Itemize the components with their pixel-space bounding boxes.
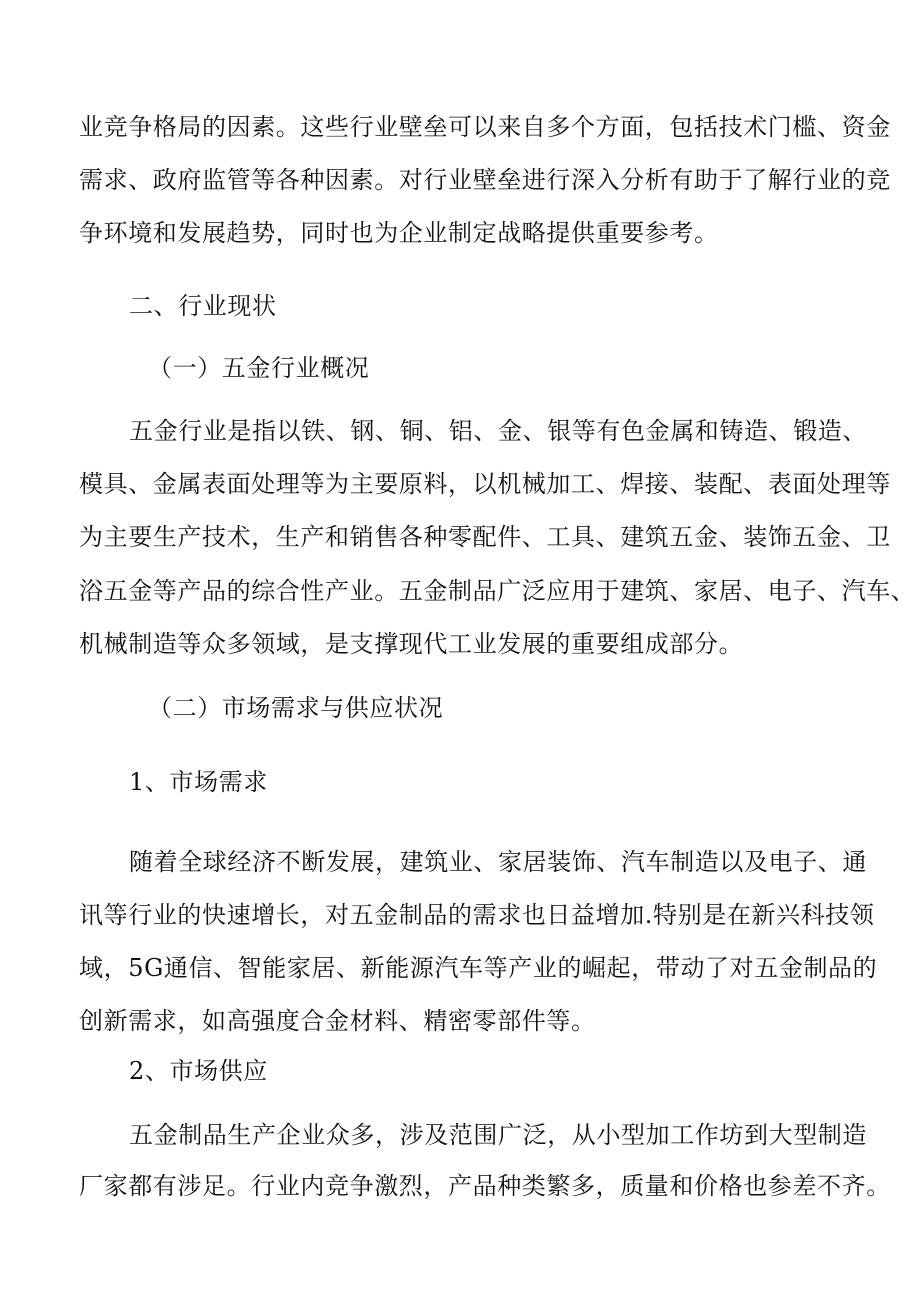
- supply-line-1: 五金制品生产企业众多，涉及范围广泛，从小型加工作坊到大型制造: [129, 1121, 867, 1149]
- demand-line-4: 创新需求，如高强度合金材料、精密零部件等。: [79, 1007, 596, 1035]
- item-heading-demand: 1、市场需求: [129, 768, 268, 796]
- item-heading-supply: 2、市场供应: [129, 1057, 268, 1085]
- overview-line-2: 模具、金属表面处理等为主要原料，以机械加工、焊接、装配、表面处理等: [79, 470, 891, 498]
- overview-line-1: 五金行业是指以铁、钢、铜、铝、金、银等有色金属和铸造、锻造、: [129, 417, 867, 445]
- demand-line-1: 随着全球经济不断发展，建筑业、家居装饰、汽车制造以及电子、通: [129, 848, 867, 876]
- supply-line-2: 厂家都有涉足。行业内竞争激烈，产品种类繁多，质量和价格也参差不齐。: [79, 1172, 891, 1200]
- overview-line-5: 机械制造等众多领域，是支撑现代工业发展的重要组成部分。: [79, 630, 744, 658]
- overview-line-3: 为主要生产技术，生产和销售各种零配件、工具、建筑五金、装饰五金、卫: [79, 523, 891, 551]
- subsection-heading-2: （二）市场需求与供应状况: [148, 694, 444, 722]
- intro-line-3: 争环境和发展趋势，同时也为企业制定战略提供重要参考。: [79, 219, 719, 247]
- intro-line-1: 业竞争格局的因素。这些行业壁垒可以来自多个方面，包括技术门槛、资金: [79, 113, 891, 141]
- overview-line-4: 浴五金等产品的综合性产业。五金制品广泛应用于建筑、家居、电子、汽车、: [79, 577, 916, 605]
- demand-line-2: 讯等行业的快速增长，对五金制品的需求也日益增加.特别是在新兴科技领: [79, 901, 875, 929]
- section-heading: 二、行业现状: [129, 292, 277, 320]
- subsection-heading-1: （一）五金行业概况: [148, 354, 370, 382]
- demand-line-3: 域，5G通信、智能家居、新能源汽车等产业的崛起，带动了对五金制品的: [79, 954, 878, 982]
- intro-line-2: 需求、政府监管等各种因素。对行业壁垒进行深入分析有助于了解行业的竞: [79, 166, 891, 194]
